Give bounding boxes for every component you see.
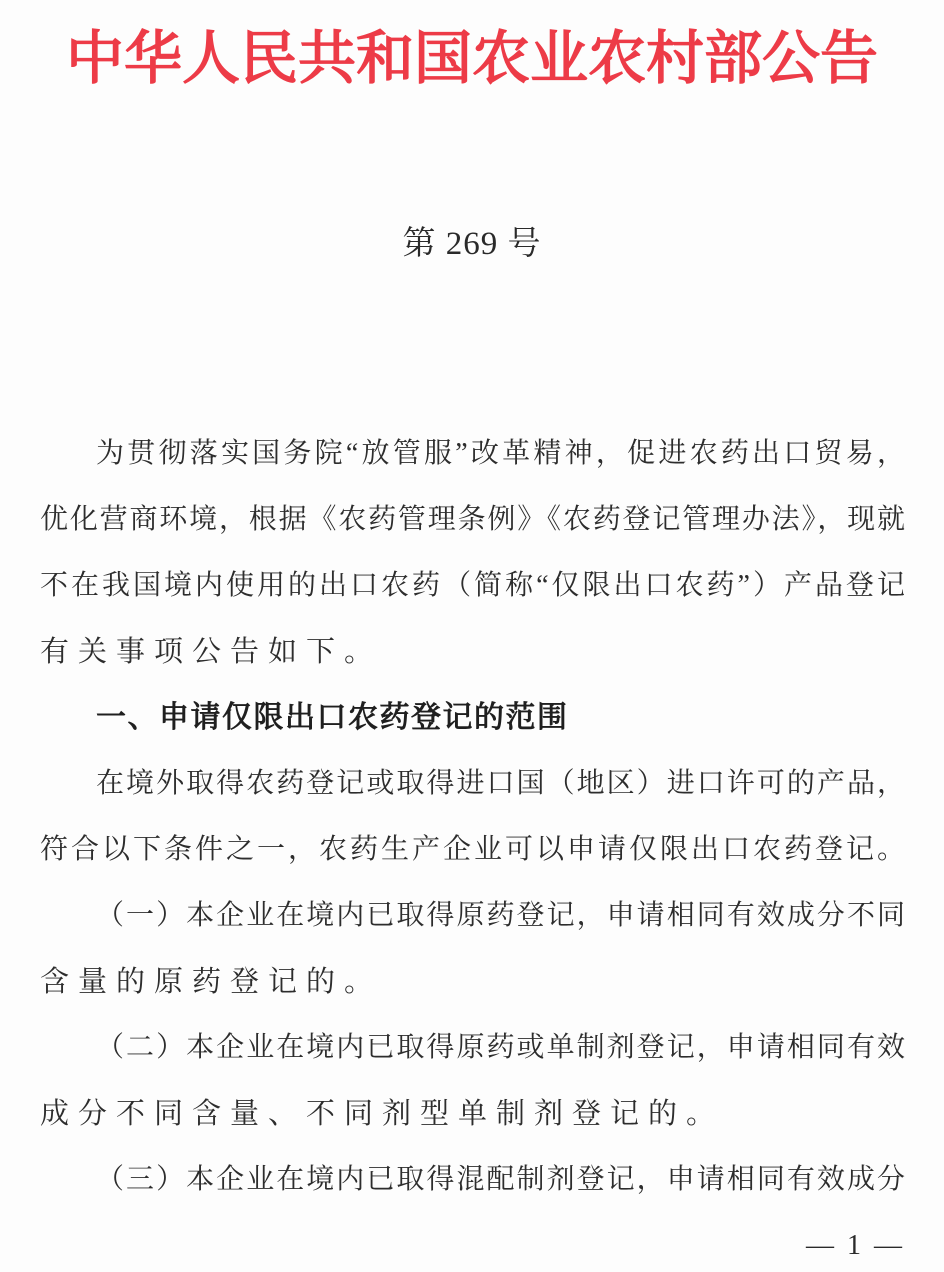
body-line: 符合以下条件之一，农药生产企业可以申请仅限出口农药登记。 bbox=[40, 834, 905, 865]
body-line: （三）本企业在境内已取得混配制剂登记，申请相同有效成分 bbox=[96, 1164, 905, 1195]
body-line: （一）本企业在境内已取得原药登记，申请相同有效成分不同 bbox=[96, 900, 905, 931]
body-line: （二）本企业在境内已取得原药或单制剂登记，申请相同有效 bbox=[96, 1032, 905, 1063]
document-body bbox=[40, 421, 905, 1213]
body-line: 在境外取得农药登记或取得进口国（地区）进口许可的产品， bbox=[96, 768, 905, 799]
document-title: 中华人民共和国农业农村部公告 bbox=[65, 26, 878, 91]
body-line: 优化营商环境，根据《农药管理条例》《农药登记管理办法》，现就 bbox=[40, 504, 905, 535]
document-number: 第 269 号 bbox=[402, 226, 542, 262]
body-line: 成分不同含量、不同剂型单制剂登记的。 bbox=[40, 1098, 725, 1130]
body-line: 不在我国境内使用的出口农药（简称“仅限出口农药”）产品登记 bbox=[40, 570, 905, 601]
section-heading: 一、申请仅限出口农药登记的范围 bbox=[96, 701, 569, 734]
body-line: 含量的原药登记的。 bbox=[40, 966, 383, 998]
body-line: 为贯彻落实国务院“放管服”改革精神，促进农药出口贸易， bbox=[96, 438, 905, 469]
page-number: — 1 — bbox=[806, 1230, 905, 1261]
body-line: 有关事项公告如下。 bbox=[40, 636, 383, 668]
